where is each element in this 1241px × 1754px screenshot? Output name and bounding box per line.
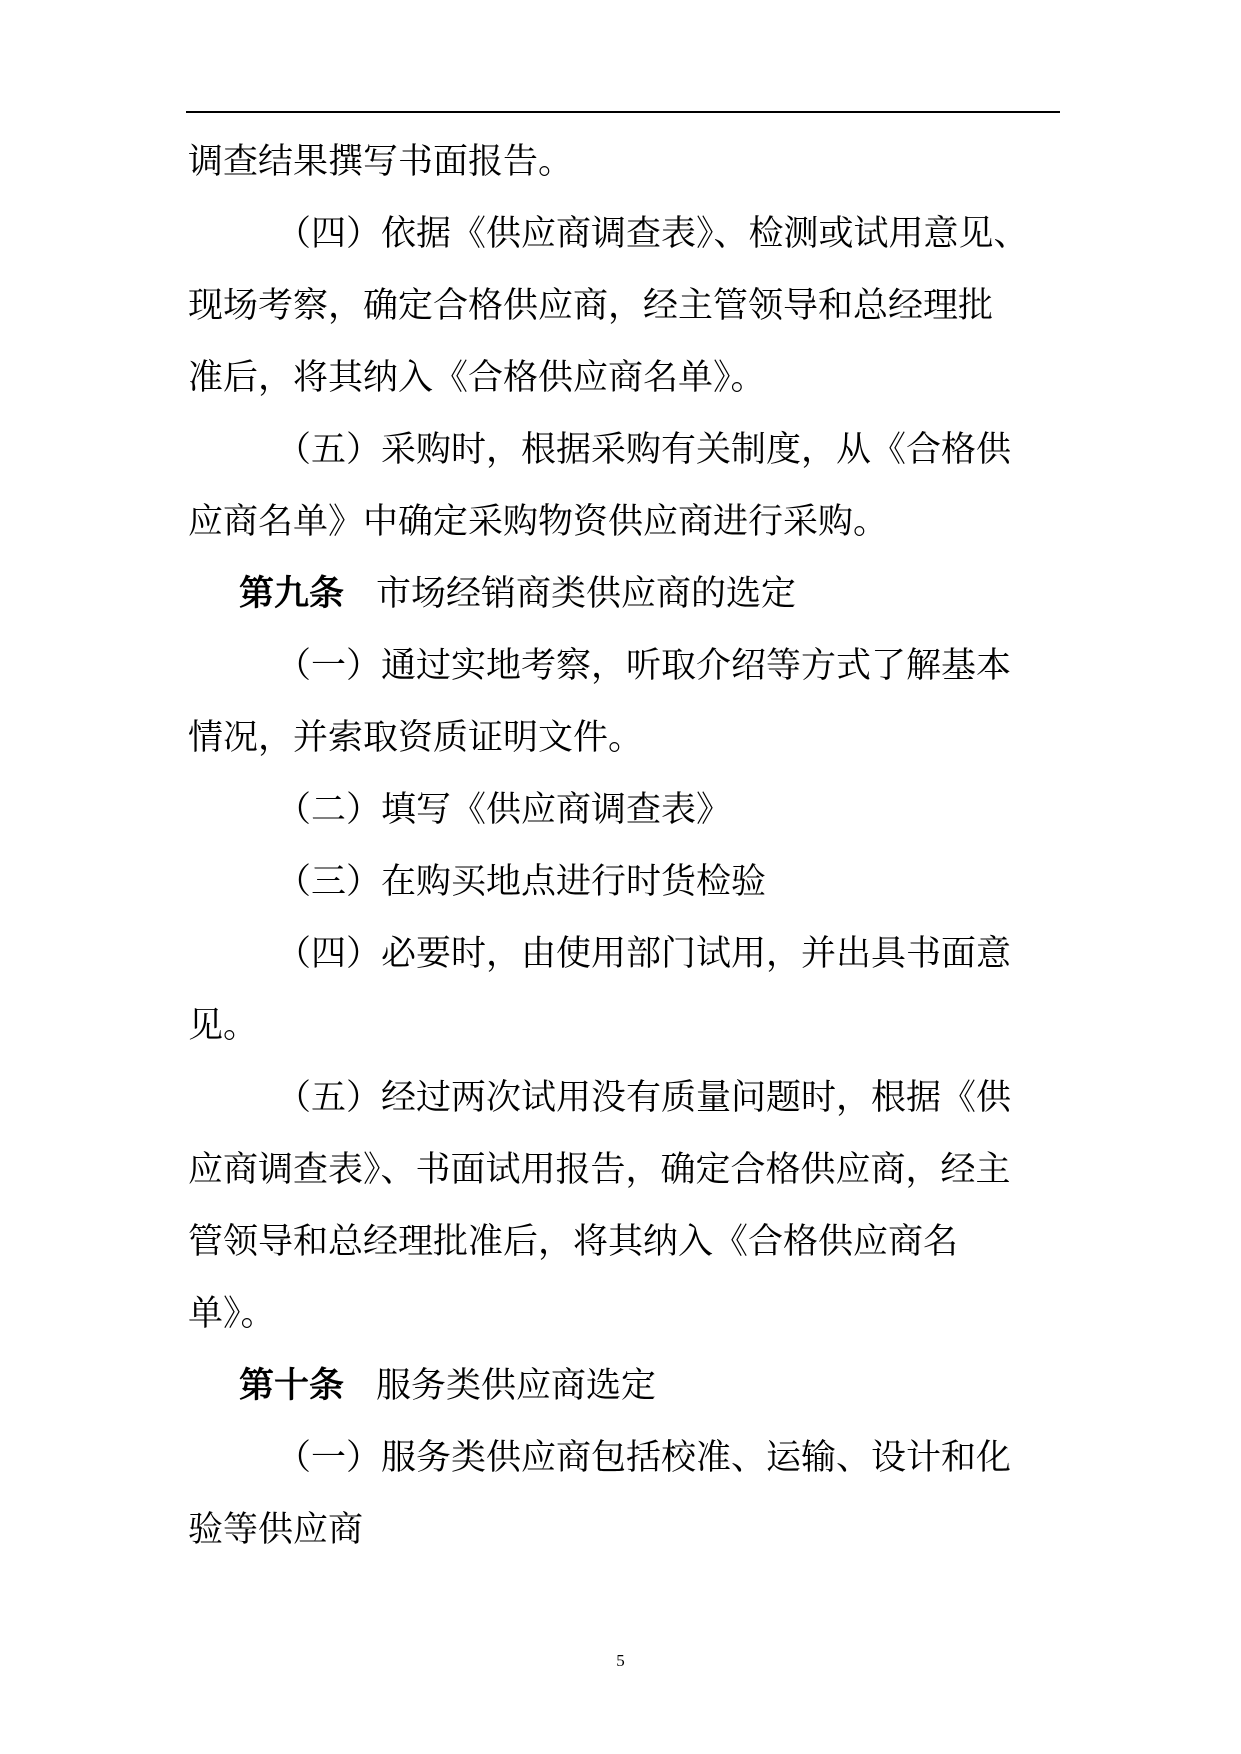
- article-title: 服务类供应商选定: [376, 1366, 657, 1406]
- text-line: 情况，并索取资质证明文件。: [188, 718, 644, 758]
- text-line: （二）填写《供应商调查表》: [276, 790, 732, 830]
- text-line: 现场考察，确定合格供应商，经主管领导和总经理批: [188, 286, 994, 326]
- article-title: 市场经销商类供应商的选定: [376, 574, 797, 614]
- article-number: 第九条: [239, 573, 345, 614]
- text-line: （五）经过两次试用没有质量问题时，根据《供: [276, 1078, 1012, 1118]
- text-line: （五）采购时，根据采购有关制度，从《合格供: [276, 430, 1012, 470]
- text-line: 管领导和总经理批准后，将其纳入《合格供应商名: [188, 1222, 959, 1262]
- header-rule: [186, 111, 1060, 113]
- text-line: 应商调查表》、书面试用报告，确定合格供应商，经主: [188, 1150, 1011, 1190]
- text-line: （一）服务类供应商包括校准、运输、设计和化: [276, 1438, 1012, 1478]
- text-line: 调查结果撰写书面报告。: [188, 142, 574, 182]
- article-heading: [239, 572, 796, 616]
- text-line: （三）在购买地点进行时货检验: [276, 862, 767, 902]
- text-line: 单》。: [188, 1294, 276, 1334]
- text-line: （四）依据《供应商调查表》、检测或试用意见、: [276, 214, 1029, 254]
- text-line: （四）必要时，由使用部门试用，并出具书面意: [276, 934, 1012, 974]
- text-line: 见。: [188, 1006, 259, 1046]
- article-heading: [239, 1364, 656, 1408]
- page-number: 5: [616, 1651, 625, 1670]
- text-line: （一）通过实地考察，听取介绍等方式了解基本: [276, 646, 1012, 686]
- text-line: 准后，将其纳入《合格供应商名单》。: [188, 358, 766, 398]
- text-line: 应商名单》中确定采购物资供应商进行采购。: [188, 502, 889, 542]
- article-number: 第十条: [239, 1365, 345, 1406]
- text-line: 验等供应商: [188, 1510, 364, 1550]
